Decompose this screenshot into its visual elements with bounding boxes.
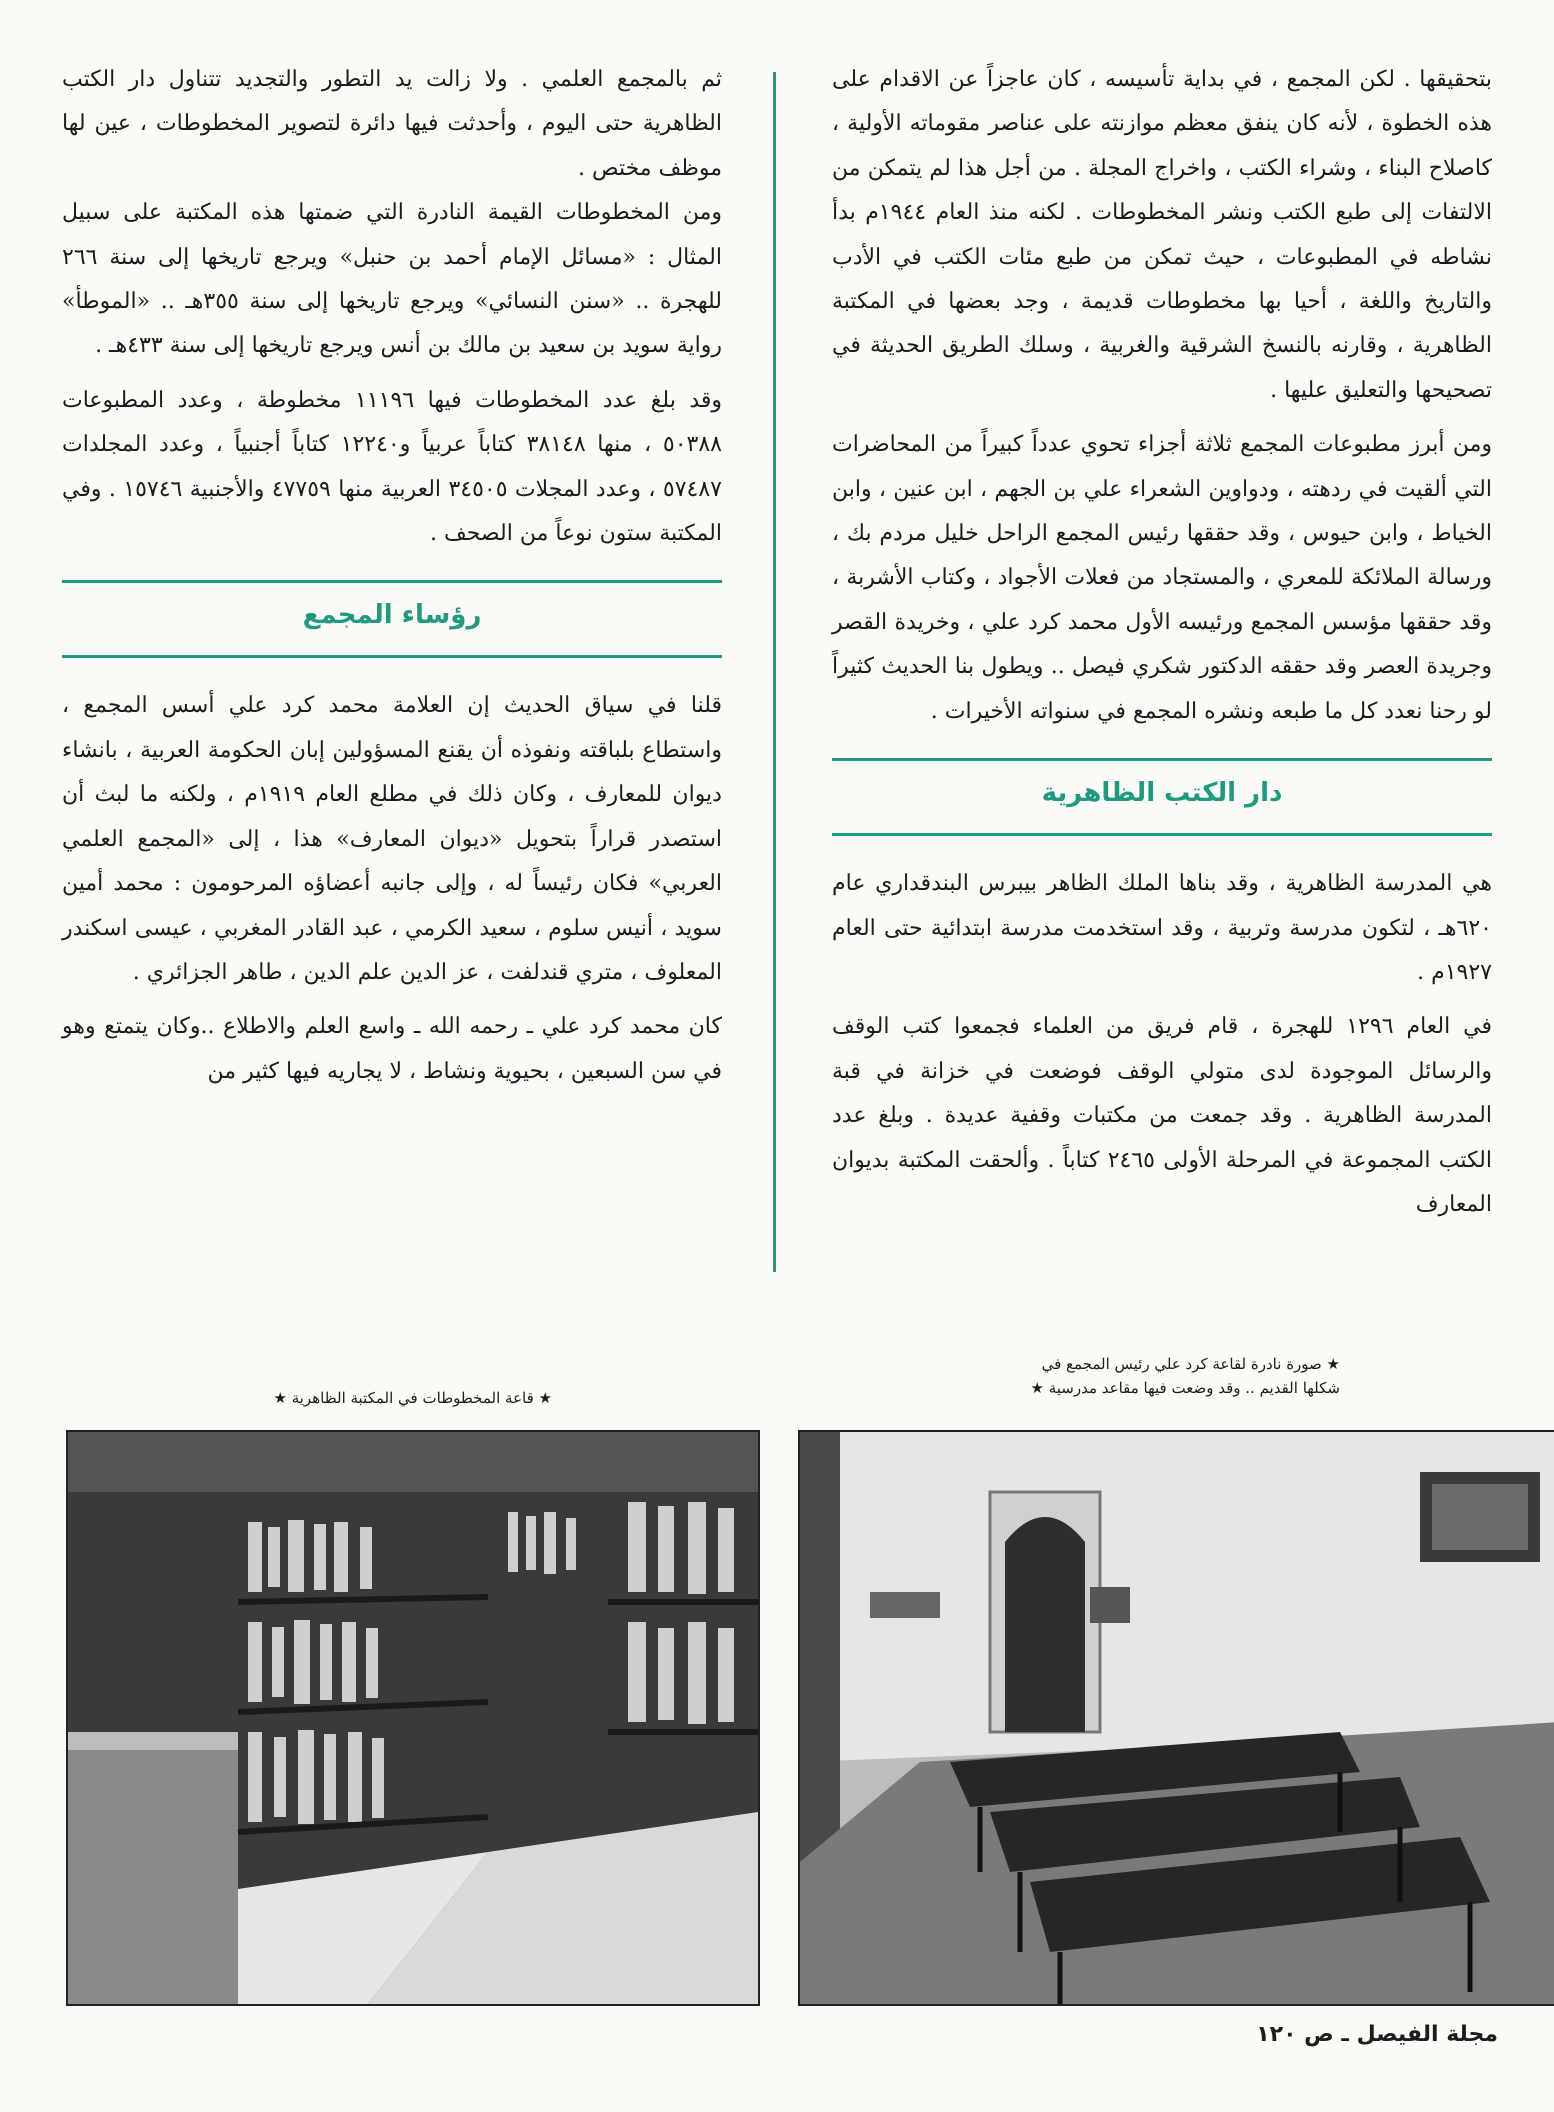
section-heading-box xyxy=(832,758,1492,836)
heading-rule-top xyxy=(62,580,722,583)
manuscripts-hall-photo xyxy=(66,1430,760,2006)
body-paragraph: قلنا في سياق الحديث إن العلامة محمد كرد علي أسس المجمع ، واستطاع بلباقته ونفوذه أن يقنع المسؤولين إبان الحكومة العربية ، بانشاء ديوان للمعارف ، وكان ذلك في مطلع العام ١٩١٩م ، ولكنه ما لبث أن استصدر قراراً بتحويل «ديوان المعارف» هذا ، إلى «المجمع العلمي العربي» فكان رئيساً له ، وإلى جانبه أعضاؤه المرحومون : محمد أمين سويد ، أنيس سلوم ، سعيد الكرمي ، عبد القادر المغربي ، عيسى اسكندر المعلوف ، متري قندلفت ، عز الدين علم الدين ، طاهر الجزائري . xyxy=(62,693,722,985)
heading-rule-bottom xyxy=(62,655,722,658)
photo-caption: ★ قاعة المخطوطات في المكتبة الظاهرية ★ xyxy=(273,1389,552,1407)
kurd-ali-hall-illustration xyxy=(800,1432,1554,2004)
page-footer: مجلة الفيصل ـ ص ١٢٠ xyxy=(1256,2022,1498,2047)
body-paragraph: ومن المخطوطات القيمة النادرة التي ضمتها هذه المكتبة على سبيل المثال : «مسائل الإمام أحمد بن حنبل» ويرجع تاريخها إلى سنة ٢٦٦ للهجرة .. «سنن النسائي» ويرجع تاريخها إلى سنة ٣٥٥هـ .. «الموطأ» رواية سويد بن سعيد بن مالك بن أنس ويرجع تاريخها إلى سنة ٤٣٣هـ . xyxy=(62,200,722,359)
body-paragraph: ومن أبرز مطبوعات المجمع ثلاثة أجزاء تحوي عدداً كبيراً من المحاضرات التي ألقيت في ردهته ، ودواوين الشعراء علي بن الجهم ، ابن عنين ، وابن الخياط ، وابن حيوس ، وقد حققها رئيس المجمع الراحل خليل مردم بك ، ورسالة الملائكة للمعري ، والمستجاد من فعلات الأجواد ، وكتاب الأشربة ، وقد حققها مؤسس المجمع ورئيسه الأول محمد كرد علي ، وخريدة القصر وجريدة العصر وقد حققه الدكتور شكري فيصل .. ويطول بنا الحديث كثيراً لو رحنا نعدد كل ما طبعه ونشره المجمع في سنواته الأخيرات . xyxy=(832,432,1492,724)
article-column-right xyxy=(832,58,1492,1227)
body-paragraph: بتحقيقها . لكن المجمع ، في بداية تأسيسه ، كان عاجزاً عن الاقدام على هذه الخطوة ، لأنه كان ينفق معظم موازنته على عناصر مقوماته الأولية ، كاصلاح البناء ، وشراء الكتب ، واخراج المجلة . من أجل هذا لم يتمكن من الالتفات إلى طبع الكتب ونشر المخطوطات . لكنه منذ العام ١٩٤٤م بدأ نشاطه في المطبوعات ، حيث تمكن من طبع مئات الكتب في الأدب والتاريخ واللغة ، أحيا بها مخطوطات قديمة ، وجد بعضها في المكتبة الظاهرية ، وقارنه بالنسخ الشرقية والغربية ، وسلك الطريق الحديثة في تصحيحها والتعليق عليها . xyxy=(832,67,1492,403)
heading-rule-bottom xyxy=(832,833,1492,836)
heading-rule-top xyxy=(832,758,1492,761)
column-divider xyxy=(773,72,776,1272)
kurd-ali-hall-photo xyxy=(798,1430,1554,2006)
body-paragraph: في العام ١٢٩٦ للهجرة ، قام فريق من العلماء فجمعوا كتب الوقف والرسائل الموجودة لدى متولي الوقف فوضعت في خزانة في قبة المدرسة الظاهرية . وقد جمعت من مكتبات وقفية عديدة . وبلغ عدد الكتب المجموعة في المرحلة الأولى ٢٤٦٥ كتاباً . وألحقت المكتبة بديوان المعارف xyxy=(832,1014,1493,1217)
manuscripts-hall-illustration xyxy=(68,1432,758,2004)
body-paragraph: ثم بالمجمع العلمي . ولا زالت يد التطور والتجديد تتناول دار الكتب الظاهرية حتى اليوم ، وأحدثت فيها دائرة لتصوير المخطوطات ، عين لها موظف مختص . xyxy=(62,67,722,181)
section-heading: دار الكتب الظاهرية xyxy=(1041,778,1283,809)
body-paragraph: كان محمد كرد علي ـ رحمه الله ـ واسع العلم والاطلاع ..وكان يتمتع وهو في سن السبعين ، بحيوية ونشاط ، لا يجاريه فيها كثير من xyxy=(62,1014,722,1084)
section-heading: رؤساء المجمع xyxy=(302,600,482,631)
section-heading-box xyxy=(62,580,722,658)
photo-caption: ★ صورة نادرة لقاعة كرد علي رئيس المجمع في شكلها القديم .. وقد وضعت فيها مقاعد مدرسية ★ xyxy=(1030,1355,1340,1397)
article-column-left xyxy=(62,58,722,1094)
body-paragraph: هي المدرسة الظاهرية ، وقد بناها الملك الظاهر بيبرس البندقداري عام ٦٢٠هـ ، لتكون مدرسة وتربية ، وقد استخدمت مدرسة ابتدائية حتى العام ١٩٢٧م . xyxy=(832,871,1492,985)
body-paragraph: وقد بلغ عدد المخطوطات فيها ١١١٩٦ مخطوطة ، وعدد المطبوعات ٥٠٣٨٨ ، منها ٣٨١٤٨ كتاباً عربياً و١٢٢٤٠ كتاباً أجنبياً ، وعدد المجلدات ٥٧٤٨٧ ، وعدد المجلات ٣٤٥٠٥ العربية منها ٤٧٧٥٩ والأجنبية ١٥٧٤٦ . وفي المكتبة ستون نوعاً من الصحف . xyxy=(62,387,723,547)
